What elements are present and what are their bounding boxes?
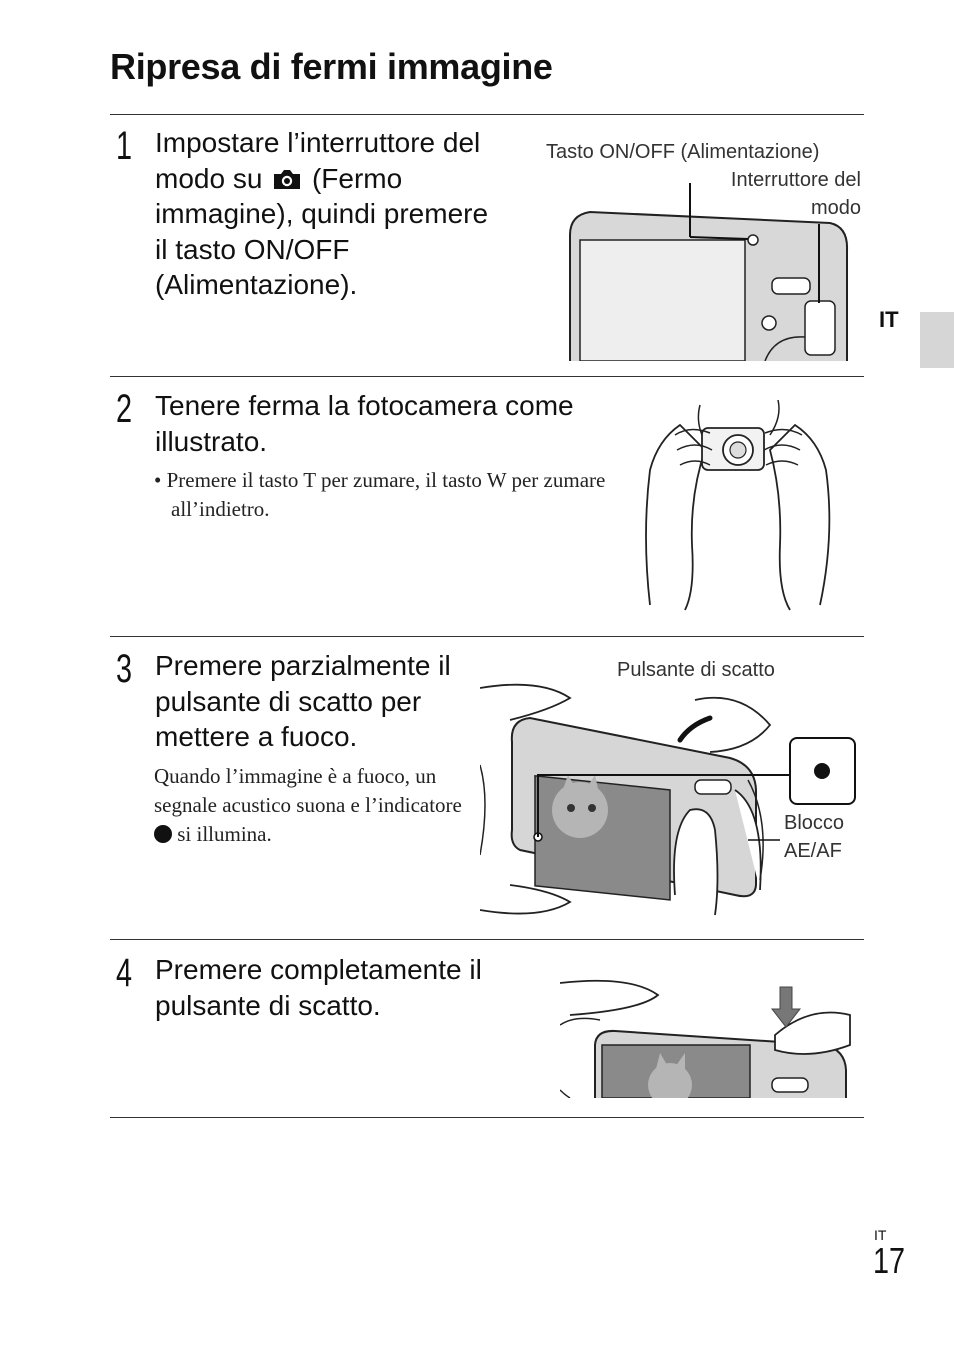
ae-af-lock-label-line2: AE/AF bbox=[784, 840, 842, 862]
mode-switch-label-line2: modo bbox=[810, 197, 861, 219]
page-title: Ripresa di fermi immagine bbox=[110, 46, 553, 87]
divider bbox=[110, 939, 864, 940]
step-3-note-after: si illumina. bbox=[177, 822, 272, 846]
ae-af-lock-label-line1: Blocco bbox=[784, 812, 845, 834]
half-press-shutter-illustration bbox=[480, 680, 860, 920]
step-1-text-before: Impostare l’interruttore del modo su bbox=[155, 127, 481, 194]
step-2-bullet-text: Premere il tasto T per zumare, il tasto W per zumare all’indietro. bbox=[166, 468, 606, 521]
indicator-dot-icon bbox=[154, 825, 172, 843]
page-number: 17 bbox=[873, 1240, 906, 1281]
step-number: 2 bbox=[116, 387, 133, 431]
divider bbox=[110, 1117, 864, 1118]
step-2-bullet: • Premere il tasto T per zumare, il tasto W per zumare all’indietro. bbox=[154, 468, 606, 521]
footer-language-label: IT bbox=[874, 1227, 887, 1243]
side-language-label: IT bbox=[879, 307, 899, 332]
step-number: 4 bbox=[116, 951, 133, 995]
section-tab bbox=[920, 312, 954, 368]
step-4-text: Premere completamente il pulsante di scatto. bbox=[155, 954, 482, 1021]
shutter-label: Pulsante di scatto bbox=[617, 659, 775, 681]
step-1-text bbox=[155, 125, 500, 303]
step-3-note-before: Quando l’immagine è a fuoco, un segnale acustico suona e l’indicatore bbox=[154, 764, 462, 817]
step-3-note bbox=[154, 762, 464, 849]
hands-holding-camera-illustration bbox=[630, 395, 845, 620]
camera-top-illustration bbox=[560, 175, 860, 361]
step-2-text: Tenere ferma la fotocamera come illustrato. bbox=[155, 390, 574, 457]
divider bbox=[110, 114, 864, 115]
mode-switch-label-line1: Interruttore del bbox=[730, 169, 861, 191]
step-number: 1 bbox=[116, 124, 133, 168]
power-button-label: Tasto ON/OFF (Alimentazione) bbox=[546, 141, 820, 163]
divider bbox=[110, 636, 864, 637]
step-number: 3 bbox=[116, 647, 133, 691]
camera-icon bbox=[272, 167, 302, 191]
full-press-shutter-illustration bbox=[560, 975, 855, 1098]
step-1-text-after: (Fermo immagine), quindi premere il tasto ON/OFF (Alimentazione). bbox=[155, 162, 489, 300]
step-3-text: Premere parzialmente il pulsante di scatto per mettere a fuoco. bbox=[155, 650, 451, 752]
divider bbox=[110, 376, 864, 377]
